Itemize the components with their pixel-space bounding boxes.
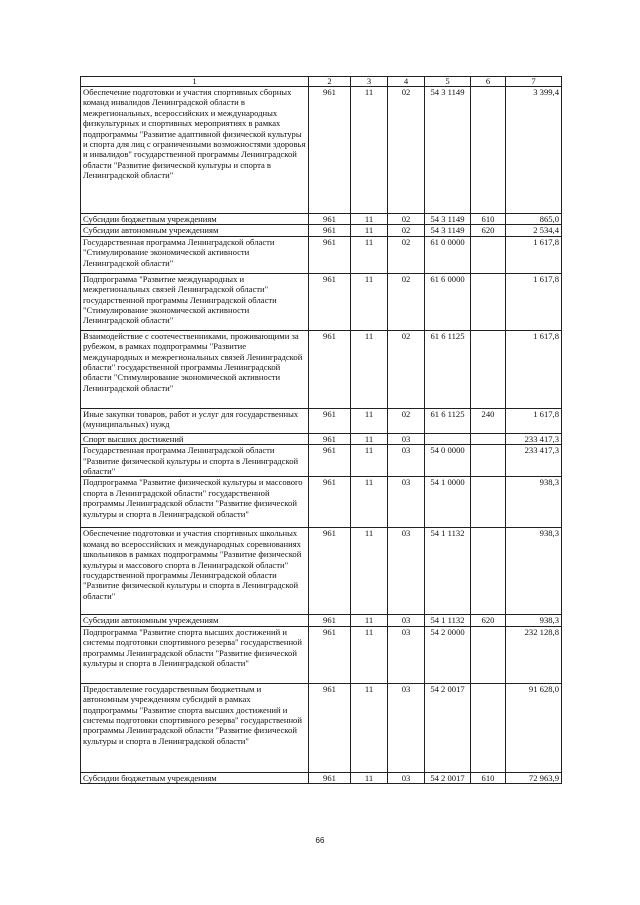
row-name-cell: Взаимодействие с соотечественниками, проживающими за рубежом, в рамках подпрограммы "Развитие международных и межрегиональных связей Ленинградской области" государственной программы Ленинградской области "Стимулирование экономической активности Ленинградской области" — [81, 330, 309, 408]
target-article-cell: 54 2 0017 — [425, 683, 471, 772]
subsection-code-cell: 03 — [388, 615, 425, 626]
section-code-cell: 11 — [351, 772, 388, 783]
table-row — [81, 772, 562, 783]
admin-code-cell: 961 — [309, 445, 351, 477]
section-code-cell: 11 — [351, 433, 388, 444]
row-name-cell: Спорт высших достижений — [81, 433, 309, 444]
table-row — [81, 477, 562, 528]
target-article-cell: 54 0 0000 — [425, 445, 471, 477]
target-article-cell: 61 6 0000 — [425, 273, 471, 330]
row-name-cell: Субсидии автономным учреждениям — [81, 615, 309, 626]
section-code-cell: 11 — [351, 477, 388, 528]
subsection-code-cell: 02 — [388, 236, 425, 273]
section-code-cell: 11 — [351, 408, 388, 433]
row-name-cell: Предоставление государственным бюджетным и автономным учреждениям субсидий в рамках подпрограммы "Развитие спорта высших достижений и системы подготовки спортивного резерва" государственной программы Ленинградской области "Развитие физической культуры и спорта в Ленинградской области" — [81, 683, 309, 772]
target-article-cell: 61 6 1125 — [425, 330, 471, 408]
row-name-cell: Подпрограмма "Развитие спорта высших достижений и системы подготовки спортивного резерва" государственной программы Ленинградской области "Развитие физической культуры и спорта в Ленинградской области" — [81, 626, 309, 683]
table-row — [81, 433, 562, 444]
table-row — [81, 225, 562, 236]
table-row — [81, 236, 562, 273]
row-name-cell: Обеспечение подготовки и участия спортивных школьных команд во всероссийских и международных соревнованиях школьников в рамках подпрограммы "Развитие физической культуры и массового спорта в Ленинградской области" государственной программы Ленинградской области "Развитие физической культуры и спорта в Ленинградской области" — [81, 528, 309, 615]
amount-cell: 1 617,8 — [506, 273, 562, 330]
target-article-cell — [425, 433, 471, 444]
admin-code-cell: 961 — [309, 408, 351, 433]
table-row — [81, 214, 562, 225]
row-name-cell: Подпрограмма "Развитие международных и межрегиональных связей Ленинградской области" государственной программы Ленинградской области "Стимулирование экономической активности Ленинградской области" — [81, 273, 309, 330]
amount-cell: 91 628,0 — [506, 683, 562, 772]
budget-table — [80, 76, 562, 784]
column-header: 6 — [471, 77, 506, 87]
expense-type-cell — [471, 626, 506, 683]
amount-cell: 938,3 — [506, 615, 562, 626]
target-article-cell: 61 6 1125 — [425, 408, 471, 433]
expense-type-cell: 620 — [471, 225, 506, 236]
table-row — [81, 445, 562, 477]
expense-type-cell — [471, 683, 506, 772]
amount-cell: 1 617,8 — [506, 408, 562, 433]
row-name-cell: Субсидии бюджетным учреждениям — [81, 772, 309, 783]
amount-cell: 938,3 — [506, 477, 562, 528]
subsection-code-cell: 03 — [388, 477, 425, 528]
admin-code-cell: 961 — [309, 214, 351, 225]
expense-type-cell — [471, 87, 506, 214]
amount-cell: 233 417,3 — [506, 445, 562, 477]
section-code-cell: 11 — [351, 236, 388, 273]
row-name-cell: Субсидии автономным учреждениям — [81, 225, 309, 236]
subsection-code-cell: 02 — [388, 330, 425, 408]
amount-cell: 233 417,3 — [506, 433, 562, 444]
expense-type-cell: 610 — [471, 214, 506, 225]
target-article-cell: 54 1 0000 — [425, 477, 471, 528]
expense-type-cell — [471, 236, 506, 273]
admin-code-cell: 961 — [309, 236, 351, 273]
section-code-cell: 11 — [351, 626, 388, 683]
section-code-cell: 11 — [351, 225, 388, 236]
section-code-cell: 11 — [351, 273, 388, 330]
amount-cell: 2 534,4 — [506, 225, 562, 236]
expense-type-cell — [471, 528, 506, 615]
section-code-cell: 11 — [351, 87, 388, 214]
subsection-code-cell: 03 — [388, 528, 425, 615]
target-article-cell: 54 1 1132 — [425, 528, 471, 615]
subsection-code-cell: 02 — [388, 408, 425, 433]
column-header: 5 — [425, 77, 471, 87]
admin-code-cell: 961 — [309, 87, 351, 214]
admin-code-cell: 961 — [309, 433, 351, 444]
section-code-cell: 11 — [351, 528, 388, 615]
table-row — [81, 626, 562, 683]
amount-cell: 1 617,8 — [506, 330, 562, 408]
row-name-cell: Субсидии бюджетным учреждениям — [81, 214, 309, 225]
section-code-cell: 11 — [351, 330, 388, 408]
table-row — [81, 408, 562, 433]
header-row — [81, 77, 562, 87]
column-header: 1 — [81, 77, 309, 87]
section-code-cell: 11 — [351, 683, 388, 772]
admin-code-cell: 961 — [309, 772, 351, 783]
amount-cell: 232 128,8 — [506, 626, 562, 683]
amount-cell: 1 617,8 — [506, 236, 562, 273]
column-header: 2 — [309, 77, 351, 87]
subsection-code-cell: 03 — [388, 445, 425, 477]
amount-cell: 72 963,9 — [506, 772, 562, 783]
subsection-code-cell: 03 — [388, 683, 425, 772]
amount-cell: 938,3 — [506, 528, 562, 615]
amount-cell: 865,0 — [506, 214, 562, 225]
admin-code-cell: 961 — [309, 225, 351, 236]
admin-code-cell: 961 — [309, 273, 351, 330]
target-article-cell: 54 3 1149 — [425, 214, 471, 225]
expense-type-cell — [471, 445, 506, 477]
table-row — [81, 330, 562, 408]
subsection-code-cell: 02 — [388, 225, 425, 236]
table-row — [81, 615, 562, 626]
amount-cell: 3 399,4 — [506, 87, 562, 214]
section-code-cell: 11 — [351, 445, 388, 477]
subsection-code-cell: 03 — [388, 626, 425, 683]
expense-type-cell: 620 — [471, 615, 506, 626]
admin-code-cell: 961 — [309, 683, 351, 772]
table-row — [81, 683, 562, 772]
section-code-cell: 11 — [351, 615, 388, 626]
expense-type-cell — [471, 330, 506, 408]
expense-type-cell: 610 — [471, 772, 506, 783]
row-name-cell: Государственная программа Ленинградской области "Стимулирование экономической активности Ленинградской области" — [81, 236, 309, 273]
table-row — [81, 273, 562, 330]
row-name-cell: Государственная программа Ленинградской области "Развитие физической культуры и спорта в Ленинградской области" — [81, 445, 309, 477]
row-name-cell: Подпрограмма "Развитие физической культуры и массового спорта в Ленинградской области" государственной программы Ленинградской области "Развитие физической культуры и спорта в Ленинградской области" — [81, 477, 309, 528]
row-name-cell: Обеспечение подготовки и участия спортивных сборных команд инвалидов Ленинградской области в межрегиональных, всероссийских и международных физкультурных и спортивных мероприятиях в рамках подпрограммы "Развитие адаптивной физической культуры и спорта для лиц с ограниченными возможностями здоровья и инвалидов" государственной программы Ленинградской области "Развитие физической культуры и спорта в Ленинградской области" — [81, 87, 309, 214]
column-header: 4 — [388, 77, 425, 87]
admin-code-cell: 961 — [309, 615, 351, 626]
table-row — [81, 528, 562, 615]
target-article-cell: 54 2 0017 — [425, 772, 471, 783]
subsection-code-cell: 02 — [388, 87, 425, 214]
page-number: 66 — [315, 836, 325, 845]
admin-code-cell: 961 — [309, 477, 351, 528]
expense-type-cell — [471, 273, 506, 330]
subsection-code-cell: 02 — [388, 214, 425, 225]
expense-type-cell: 240 — [471, 408, 506, 433]
section-code-cell: 11 — [351, 214, 388, 225]
target-article-cell: 61 0 0000 — [425, 236, 471, 273]
subsection-code-cell: 03 — [388, 772, 425, 783]
column-header: 3 — [351, 77, 388, 87]
subsection-code-cell: 02 — [388, 273, 425, 330]
admin-code-cell: 961 — [309, 528, 351, 615]
target-article-cell: 54 3 1149 — [425, 87, 471, 214]
target-article-cell: 54 3 1149 — [425, 225, 471, 236]
expense-type-cell — [471, 477, 506, 528]
column-header: 7 — [506, 77, 562, 87]
target-article-cell: 54 2 0000 — [425, 626, 471, 683]
admin-code-cell: 961 — [309, 626, 351, 683]
admin-code-cell: 961 — [309, 330, 351, 408]
subsection-code-cell: 03 — [388, 433, 425, 444]
expense-type-cell — [471, 433, 506, 444]
target-article-cell: 54 1 1132 — [425, 615, 471, 626]
table-row — [81, 87, 562, 214]
row-name-cell: Иные закупки товаров, работ и услуг для государственных (муниципальных) нужд — [81, 408, 309, 433]
